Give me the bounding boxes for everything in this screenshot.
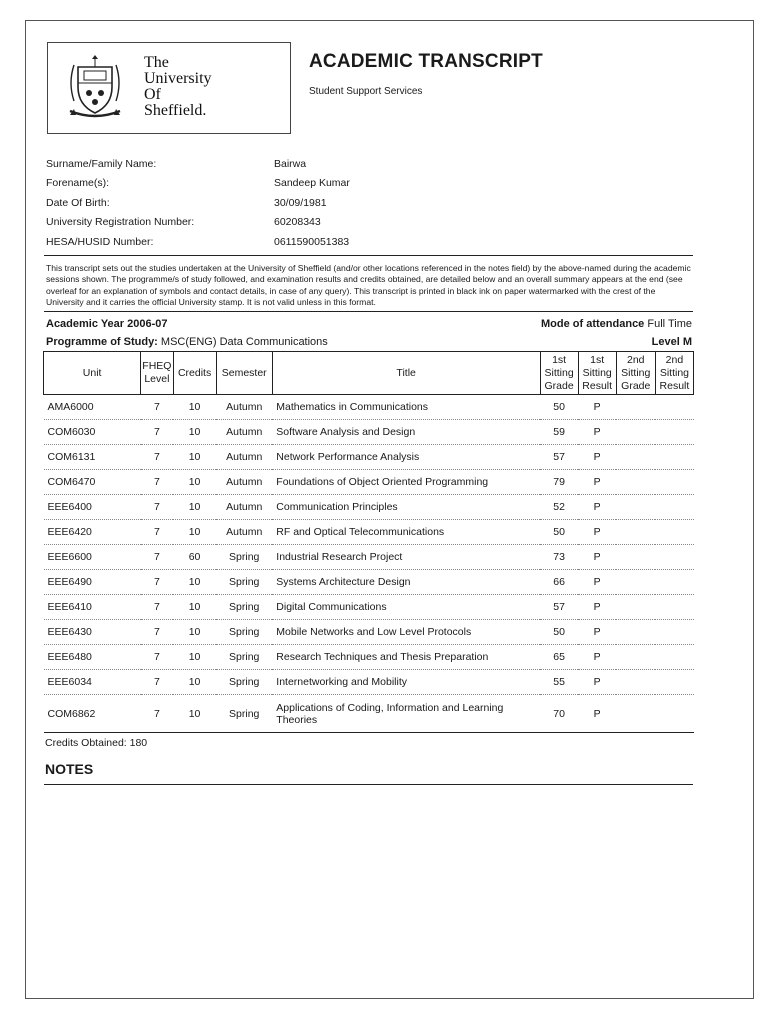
col-2nd-sitting-grade: 2nd Sitting Grade [616,352,655,395]
detail-registration-number: University Registration Number: 60208343 [46,216,321,229]
credits-obtained: Credits Obtained: 180 [45,737,148,749]
col-credits: Credits [173,352,216,395]
intro-paragraph: This transcript sets out the studies undertaken at the University of Sheffield (and/or other locations referenced in the notes field) by the above-named during the academic sessions shown. The programme/s of study followed, and examination results and credits obtained, are detailed below and an overall summary appears at the end (see overleaf for an explanation of symbols and contact details, in case of any query). This transcript is printed in black ink on paper watermarked with the crest of the University and it carries the official University stamp. It is not valid unless in this format. [46,263,691,307]
divider [44,311,693,312]
mode-of-attendance: Mode of attendance Full Time [541,318,692,330]
col-1st-sitting-grade: 1st Sitting Grade [540,352,578,395]
col-title: Title [272,352,540,395]
col-1st-sitting-result: 1st Sitting Result [578,352,616,395]
table-row: EEE6420 7 10 Autumn RF and Optical Telecommunications 50 P [44,520,694,545]
university-crest-icon [62,53,128,121]
document-subtitle: Student Support Services [309,86,423,97]
table-row: EEE6034 7 10 Spring Internetworking and Mobility 55 P [44,670,694,695]
table-row: AMA6000 7 10 Autumn Mathematics in Communications 50 P [44,395,694,420]
table-row: COM6030 7 10 Autumn Software Analysis and Design 59 P [44,420,694,445]
table-row: EEE6430 7 10 Spring Mobile Networks and Low Level Protocols 50 P [44,620,694,645]
university-name: The University Of Sheffield. [144,54,212,119]
table-row: EEE6400 7 10 Autumn Communication Principles 52 P [44,495,694,520]
document-title: ACADEMIC TRANSCRIPT [309,51,543,72]
programme-label: Programme of Study: [46,336,158,348]
col-fheq-level: FHEQ Level [141,352,173,395]
detail-hesa-number: HESA/HUSID Number: 0611590051383 [46,235,350,248]
detail-date-of-birth: Date Of Birth: 30/09/1981 [46,196,327,209]
programme-value: MSC(ENG) Data Communications [160,336,328,348]
notes-heading: NOTES [45,761,94,777]
divider [44,255,693,256]
table-row: COM6470 7 10 Autumn Foundations of Object Oriented Programming 79 P [44,470,694,495]
col-2nd-sitting-result: 2nd Sitting Result [655,352,693,395]
col-unit: Unit [44,352,141,395]
student-details [46,158,726,255]
table-row: EEE6410 7 10 Spring Digital Communications 57 P [44,595,694,620]
table-row: EEE6480 7 10 Spring Research Techniques and Thesis Preparation 65 P [44,645,694,670]
university-logo-box [47,42,291,134]
academic-year-row [46,318,692,330]
detail-forenames: Forename(s): Sandeep Kumar [46,177,350,190]
results-table [43,351,694,733]
table-row: EEE6600 7 60 Spring Industrial Research Project 73 P [44,545,694,570]
level: Level M [651,336,692,348]
academic-year: Academic Year 2006-07 [46,318,168,330]
table-row: COM6131 7 10 Autumn Network Performance Analysis 57 P [44,445,694,470]
programme-row [46,336,692,348]
detail-surname: Surname/Family Name: Bairwa [46,158,307,170]
table-row: COM6862 7 10 Spring Applications of Coding, Information and Learning Theories 70 P [44,695,694,733]
table-header-row [44,352,694,395]
divider [44,784,693,785]
col-semester: Semester [216,352,272,395]
table-row: EEE6490 7 10 Spring Systems Architecture Design 66 P [44,570,694,595]
